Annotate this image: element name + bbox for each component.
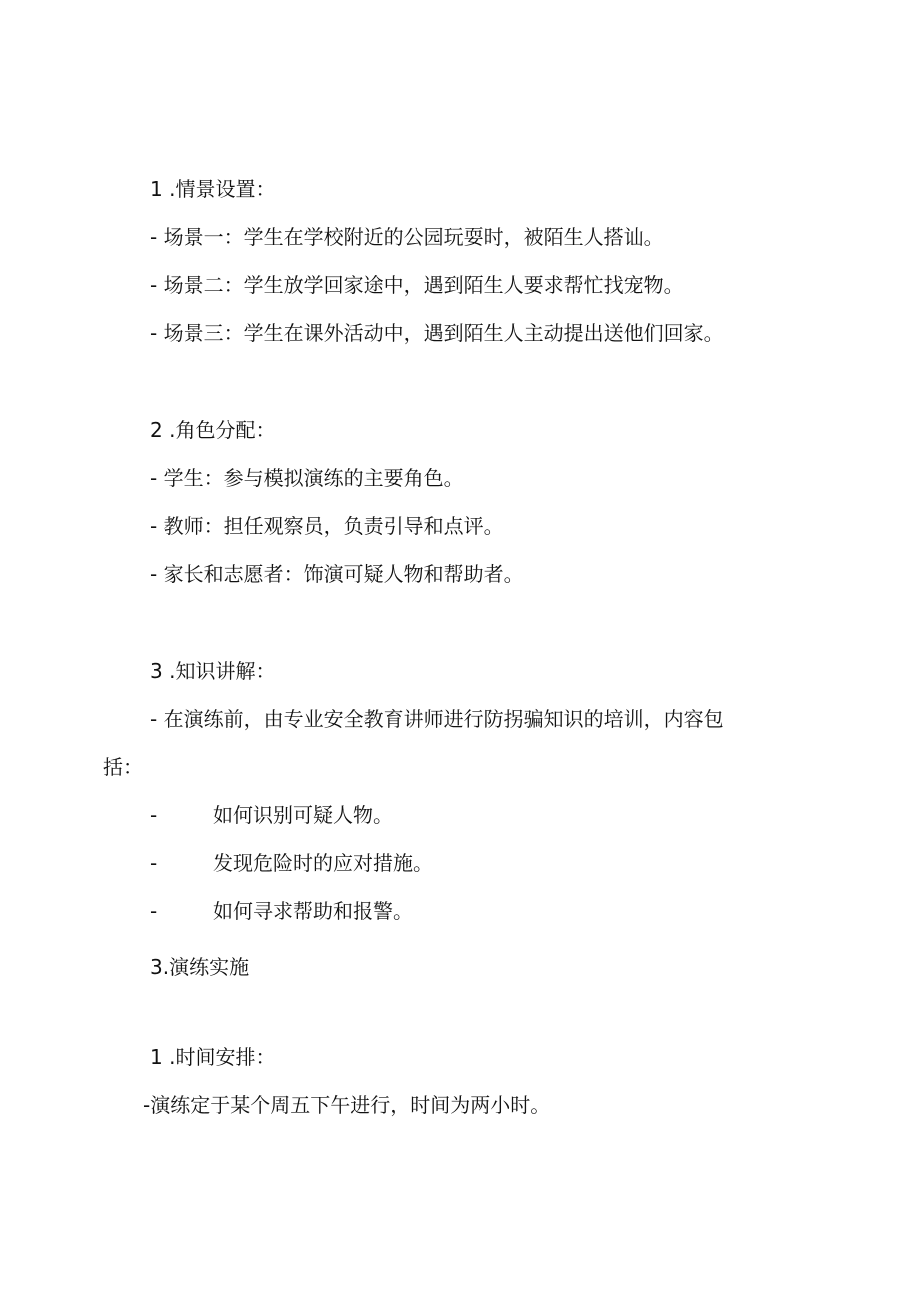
section-3-sub-item-3: 如何寻求帮助和报警。 (213, 899, 413, 923)
section-1-item-1: - 场景一：学生在学校附近的公园玩耍时，被陌生人搭讪。 (150, 225, 664, 249)
chapter-title: 3.演练实施 (150, 955, 250, 979)
section-2-item-2: - 教师：担任观察员，负责引导和点评。 (150, 514, 504, 538)
section-2-heading: 2 .角色分配： (150, 418, 276, 442)
section-3-sub-item-1: 如何识别可疑人物。 (213, 803, 393, 827)
section-3-sub-dash-2: - (150, 851, 158, 875)
section-3-heading: 3 .知识讲解： (150, 659, 276, 683)
section-4-item-1: -演练定于某个周五下午进行，时间为两小时。 (143, 1093, 551, 1117)
section-2-item-3: - 家长和志愿者：饰演可疑人物和帮助者。 (150, 562, 524, 586)
section-3-sub-dash-1: - (150, 803, 158, 827)
section-3-sub-dash-3: - (150, 899, 158, 923)
section-1-heading: 1 .情景设置： (150, 177, 276, 201)
section-3-sub-item-2: 发现危险时的应对措施。 (213, 851, 433, 875)
section-1-item-2: - 场景二：学生放学回家途中，遇到陌生人要求帮忙找宠物。 (150, 273, 684, 297)
section-3-intro-line-1: - 在演练前，由专业安全教育讲师进行防拐骗知识的培训，内容包 (150, 707, 724, 731)
section-4-heading: 1 .时间安排： (150, 1045, 276, 1069)
section-1-item-3: - 场景三：学生在课外活动中，遇到陌生人主动提出送他们回家。 (150, 321, 724, 345)
section-3-intro-line-2: 括： (103, 755, 143, 779)
section-2-item-1: - 学生：参与模拟演练的主要角色。 (150, 466, 464, 490)
